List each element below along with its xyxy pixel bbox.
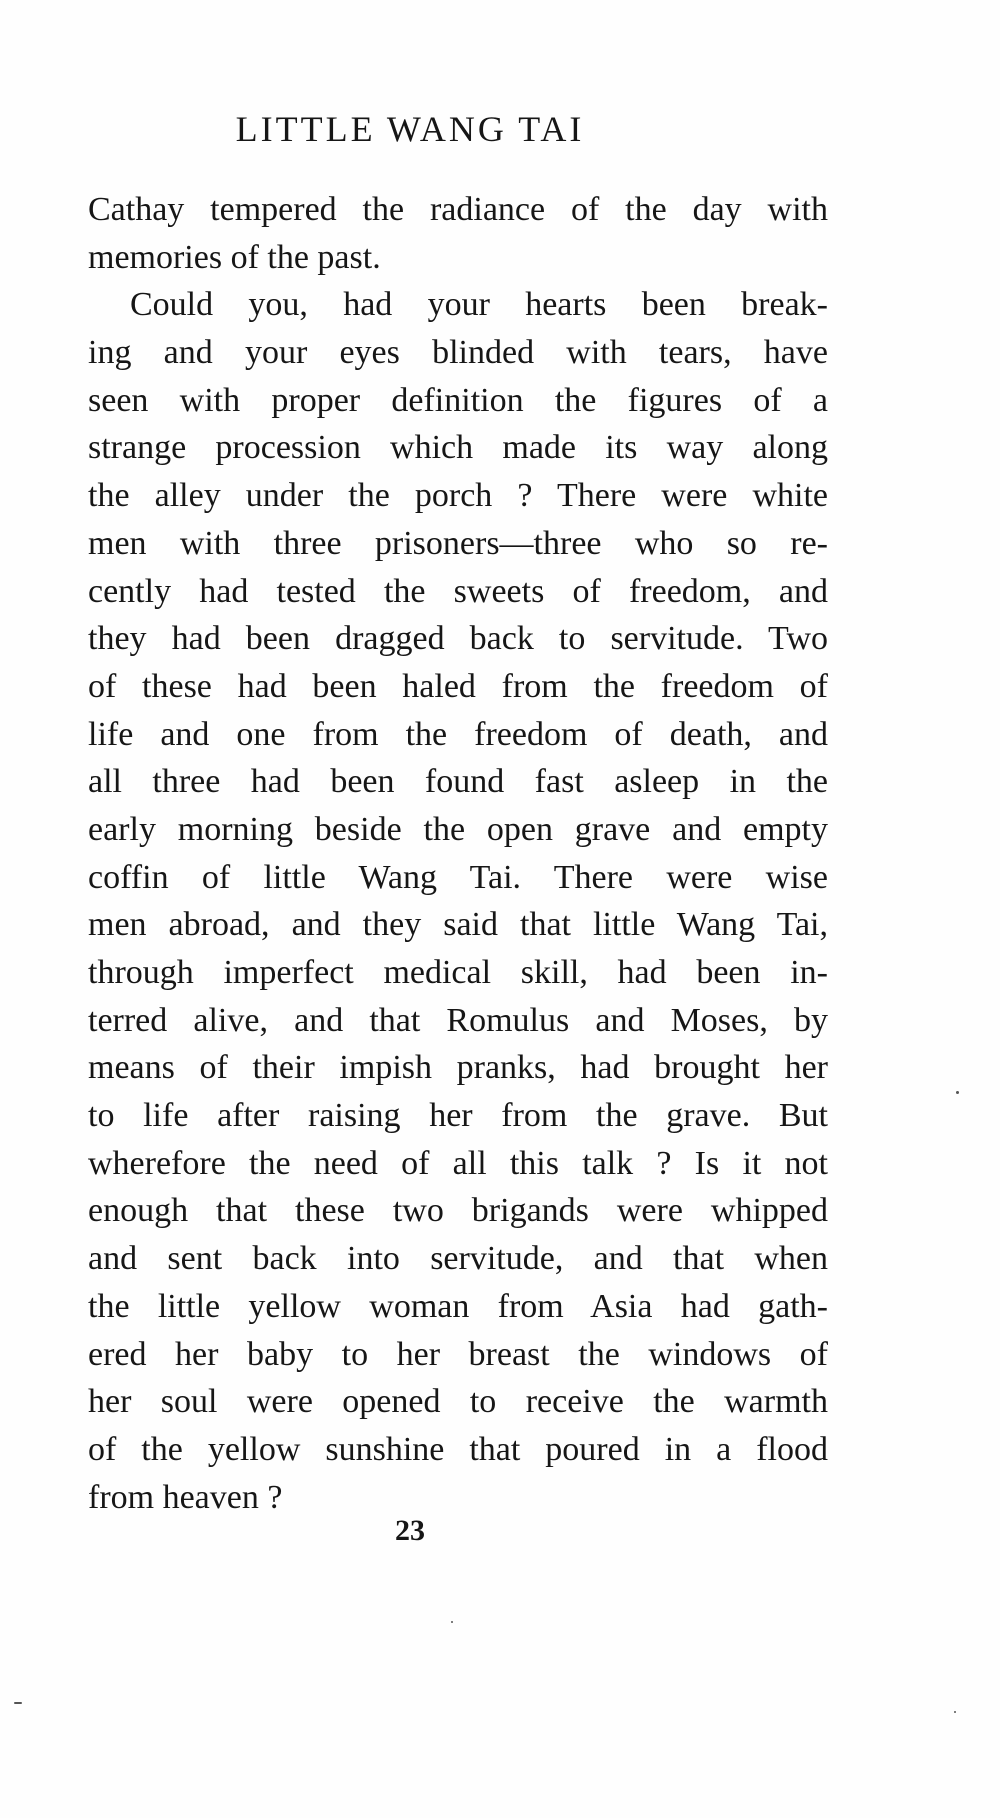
text-line: life and one from the freedom of death, and <box>88 715 828 753</box>
running-head: LITTLE WANG TAI <box>235 109 585 149</box>
text-line: from heaven ? <box>88 1478 283 1516</box>
scan-speck <box>956 1091 959 1094</box>
text-line: to life after raising her from the grave. But <box>88 1097 828 1135</box>
text-line: men abroad, and they said that little Wang Tai, <box>88 906 828 944</box>
text-line: early morning beside the open grave and empty <box>88 810 828 848</box>
text-line: enough that these two brigands were whipped <box>88 1192 828 1230</box>
text-line: the alley under the porch ? There were white <box>88 477 828 515</box>
text-line: through imperfect medical skill, had been in- <box>88 954 828 991</box>
text-line: coffin of little Wang Tai. There were wise <box>88 858 828 896</box>
scan-speck <box>14 1702 22 1704</box>
body-text <box>88 186 828 1521</box>
text-line: cently had tested the sweets of freedom, and <box>88 572 828 610</box>
text-line: men with three prisoners—three who so re- <box>88 524 828 562</box>
text-line: the little yellow woman from Asia had gath- <box>88 1287 828 1325</box>
scan-speck <box>451 1621 453 1623</box>
text-line: they had been dragged back to servitude. Two <box>88 620 828 658</box>
scan-speck <box>954 1711 956 1713</box>
text-line: memories of the past. <box>88 238 381 276</box>
text-line: seen with proper definition the figures of a <box>88 381 828 419</box>
text-line: wherefore the need of all this talk ? Is it not <box>88 1144 828 1182</box>
text-line: terred alive, and that Romulus and Moses, by <box>88 1001 828 1039</box>
text-line: ing and your eyes blinded with tears, have <box>88 334 828 372</box>
text-line: ered her baby to her breast the windows of <box>88 1335 828 1373</box>
text-line: and sent back into servitude, and that when <box>88 1240 828 1278</box>
text-line: her soul were opened to receive the warmth <box>88 1383 828 1421</box>
text-line: all three had been found fast asleep in the <box>88 763 828 801</box>
text-line: Cathay tempered the radiance of the day with <box>88 191 828 228</box>
page-number: 23 <box>395 1514 425 1547</box>
text-line: of the yellow sunshine that poured in a flood <box>88 1430 828 1468</box>
text-line: Could you, had your hearts been break- <box>130 286 828 324</box>
text-line: of these had been haled from the freedom of <box>88 667 828 705</box>
text-line: strange procession which made its way along <box>88 429 828 467</box>
text-line: means of their impish pranks, had brought her <box>88 1049 828 1087</box>
